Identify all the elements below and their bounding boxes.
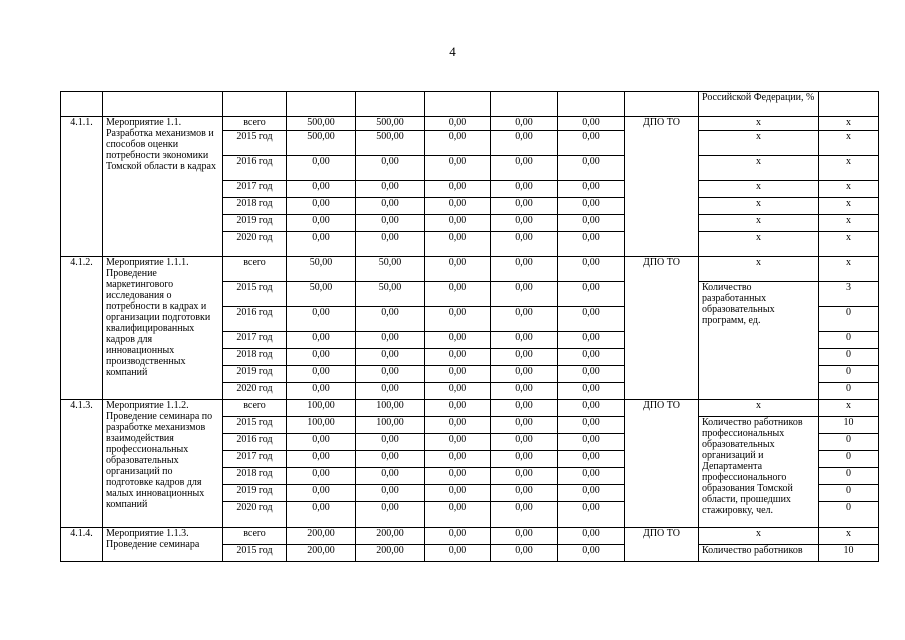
amount-total: 200,00: [287, 545, 356, 562]
amount-total: 0,00: [287, 502, 356, 528]
amount-local: 0,00: [491, 131, 558, 156]
amount-regional: 0,00: [356, 349, 425, 366]
amount-federal: 0,00: [425, 332, 491, 349]
period-cell: 2018 год: [223, 468, 287, 485]
indicator-value: 0: [819, 307, 879, 332]
amount-federal: 0,00: [425, 307, 491, 332]
amount-local: 0,00: [491, 307, 558, 332]
period-cell: всего: [223, 117, 287, 131]
amount-other: 0,00: [558, 131, 625, 156]
section-code: 4.1.4.: [61, 528, 103, 562]
amount-regional: 0,00: [356, 485, 425, 502]
amount-local: 0,00: [491, 215, 558, 232]
amount-other: 0,00: [558, 257, 625, 282]
period-cell: 2016 год: [223, 434, 287, 451]
amount-local: 0,00: [491, 502, 558, 528]
amount-total: 500,00: [287, 131, 356, 156]
amount-local: 0,00: [491, 528, 558, 545]
amount-total: 0,00: [287, 156, 356, 181]
period-cell: 2019 год: [223, 366, 287, 383]
amount-federal: 0,00: [425, 451, 491, 468]
executor-cell: ДПО ТО: [625, 257, 699, 400]
amount-total: 0,00: [287, 468, 356, 485]
amount-federal: 0,00: [425, 545, 491, 562]
amount-other: 0,00: [558, 468, 625, 485]
indicator-value: х: [819, 117, 879, 131]
indicator-value: х: [819, 400, 879, 417]
period-cell: 2016 год: [223, 156, 287, 181]
period-cell: 2015 год: [223, 417, 287, 434]
amount-local: 0,00: [491, 232, 558, 257]
amount-total: 0,00: [287, 383, 356, 400]
amount-federal: 0,00: [425, 257, 491, 282]
amount-federal: 0,00: [425, 485, 491, 502]
amount-other: 0,00: [558, 451, 625, 468]
period-cell: 2019 год: [223, 485, 287, 502]
amount-other: 0,00: [558, 417, 625, 434]
amount-total: 100,00: [287, 417, 356, 434]
amount-regional: 500,00: [356, 117, 425, 131]
header-row: [61, 92, 879, 117]
indicator-value: 0: [819, 434, 879, 451]
amount-total: 200,00: [287, 528, 356, 545]
amount-other: 0,00: [558, 502, 625, 528]
section-code: 4.1.2.: [61, 257, 103, 400]
amount-other: 0,00: [558, 485, 625, 502]
amount-federal: 0,00: [425, 468, 491, 485]
executor-cell: ДПО ТО: [625, 400, 699, 528]
amount-total: 0,00: [287, 485, 356, 502]
section-code: 4.1.3.: [61, 400, 103, 528]
period-cell: 2017 год: [223, 332, 287, 349]
amount-total: 50,00: [287, 257, 356, 282]
indicator-cell: х: [699, 131, 819, 156]
amount-regional: 50,00: [356, 282, 425, 307]
executor-cell: ДПО ТО: [625, 117, 699, 257]
amount-total: 50,00: [287, 282, 356, 307]
amount-regional: 0,00: [356, 181, 425, 198]
amount-federal: 0,00: [425, 117, 491, 131]
period-cell: 2015 год: [223, 545, 287, 562]
amount-federal: 0,00: [425, 282, 491, 307]
amount-local: 0,00: [491, 117, 558, 131]
amount-federal: 0,00: [425, 198, 491, 215]
amount-federal: 0,00: [425, 528, 491, 545]
amount-regional: 0,00: [356, 156, 425, 181]
indicator-value: 0: [819, 502, 879, 528]
indicator-cell: х: [699, 198, 819, 215]
amount-other: 0,00: [558, 528, 625, 545]
amount-regional: 0,00: [356, 307, 425, 332]
amount-other: 0,00: [558, 545, 625, 562]
section-name: Мероприятие 1.1. Разработка механизмов и способов оценки потребности экономики Томской области в кадрах: [103, 117, 223, 257]
indicator-cell: Количество работников: [699, 545, 819, 562]
indicator-cell: Количество разработанных образовательных программ, ед.: [699, 282, 819, 400]
amount-federal: 0,00: [425, 383, 491, 400]
indicator-value: х: [819, 215, 879, 232]
table-row: [61, 528, 879, 545]
amount-regional: 200,00: [356, 545, 425, 562]
section-code: 4.1.1.: [61, 117, 103, 257]
amount-regional: 0,00: [356, 332, 425, 349]
indicator-value: 0: [819, 349, 879, 366]
amount-total: 100,00: [287, 400, 356, 417]
amount-federal: 0,00: [425, 215, 491, 232]
period-cell: всего: [223, 257, 287, 282]
amount-other: 0,00: [558, 156, 625, 181]
indicator-value: х: [819, 257, 879, 282]
amount-other: 0,00: [558, 434, 625, 451]
period-cell: 2017 год: [223, 181, 287, 198]
indicator-value: х: [819, 156, 879, 181]
amount-regional: 0,00: [356, 502, 425, 528]
amount-regional: 500,00: [356, 131, 425, 156]
indicator-value: 0: [819, 485, 879, 502]
amount-regional: 0,00: [356, 434, 425, 451]
page-number: 4: [449, 44, 456, 59]
indicator-cell: х: [699, 232, 819, 257]
amount-local: 0,00: [491, 468, 558, 485]
period-cell: 2015 год: [223, 131, 287, 156]
amount-other: 0,00: [558, 181, 625, 198]
period-cell: 2020 год: [223, 383, 287, 400]
program-table: [60, 91, 879, 562]
amount-total: 0,00: [287, 198, 356, 215]
amount-federal: 0,00: [425, 156, 491, 181]
amount-local: 0,00: [491, 257, 558, 282]
table-row: [61, 117, 879, 131]
amount-other: 0,00: [558, 400, 625, 417]
indicator-value: 0: [819, 332, 879, 349]
amount-total: 0,00: [287, 451, 356, 468]
period-cell: всего: [223, 528, 287, 545]
period-cell: 2016 год: [223, 307, 287, 332]
amount-regional: 0,00: [356, 232, 425, 257]
amount-federal: 0,00: [425, 181, 491, 198]
amount-other: 0,00: [558, 307, 625, 332]
amount-other: 0,00: [558, 366, 625, 383]
indicator-value: 10: [819, 417, 879, 434]
amount-other: 0,00: [558, 232, 625, 257]
indicator-cell: х: [699, 181, 819, 198]
amount-total: 0,00: [287, 332, 356, 349]
section-name: Мероприятие 1.1.1. Проведение маркетингового исследования о потребности в кадрах и организации подготовки квалифицированных кадров для инновационных производственных компаний: [103, 257, 223, 400]
amount-local: 0,00: [491, 181, 558, 198]
amount-local: 0,00: [491, 282, 558, 307]
indicator-value: 3: [819, 282, 879, 307]
amount-other: 0,00: [558, 349, 625, 366]
amount-local: 0,00: [491, 434, 558, 451]
indicator-value: х: [819, 181, 879, 198]
indicator-value: 0: [819, 366, 879, 383]
indicator-value: 0: [819, 383, 879, 400]
amount-local: 0,00: [491, 545, 558, 562]
amount-federal: 0,00: [425, 502, 491, 528]
header-indicator: Российской Федерации, %: [699, 92, 819, 117]
amount-federal: 0,00: [425, 400, 491, 417]
amount-regional: 0,00: [356, 451, 425, 468]
executor-cell: ДПО ТО: [625, 528, 699, 562]
amount-total: 0,00: [287, 349, 356, 366]
indicator-value: 0: [819, 468, 879, 485]
period-cell: 2018 год: [223, 198, 287, 215]
indicator-cell: х: [699, 117, 819, 131]
amount-local: 0,00: [491, 383, 558, 400]
amount-other: 0,00: [558, 117, 625, 131]
period-cell: 2019 год: [223, 215, 287, 232]
amount-local: 0,00: [491, 400, 558, 417]
section-name: Мероприятие 1.1.2. Проведение семинара по разработке механизмов взаимодействия профессиональных образовательных организаций по подготовке кадров для малых инновационных компаний: [103, 400, 223, 528]
amount-regional: 50,00: [356, 257, 425, 282]
amount-other: 0,00: [558, 282, 625, 307]
amount-local: 0,00: [491, 156, 558, 181]
amount-federal: 0,00: [425, 366, 491, 383]
amount-local: 0,00: [491, 417, 558, 434]
amount-total: 0,00: [287, 307, 356, 332]
amount-regional: 0,00: [356, 215, 425, 232]
amount-local: 0,00: [491, 332, 558, 349]
amount-other: 0,00: [558, 215, 625, 232]
amount-regional: 100,00: [356, 417, 425, 434]
amount-local: 0,00: [491, 349, 558, 366]
indicator-cell: х: [699, 400, 819, 417]
amount-local: 0,00: [491, 451, 558, 468]
amount-total: 500,00: [287, 117, 356, 131]
indicator-value: х: [819, 232, 879, 257]
amount-federal: 0,00: [425, 417, 491, 434]
amount-regional: 0,00: [356, 366, 425, 383]
amount-total: 0,00: [287, 215, 356, 232]
period-cell: всего: [223, 400, 287, 417]
indicator-value: 0: [819, 451, 879, 468]
amount-regional: 0,00: [356, 468, 425, 485]
indicator-cell: Количество работников профессиональных образовательных организаций и Департамента профессионального образования Томской области, прошедших стажировку, чел.: [699, 417, 819, 528]
amount-other: 0,00: [558, 198, 625, 215]
period-cell: 2018 год: [223, 349, 287, 366]
indicator-value: х: [819, 528, 879, 545]
amount-regional: 200,00: [356, 528, 425, 545]
amount-regional: 100,00: [356, 400, 425, 417]
amount-other: 0,00: [558, 332, 625, 349]
amount-regional: 0,00: [356, 198, 425, 215]
amount-local: 0,00: [491, 366, 558, 383]
table-row: [61, 257, 879, 282]
indicator-value: 10: [819, 545, 879, 562]
indicator-cell: х: [699, 528, 819, 545]
amount-total: 0,00: [287, 181, 356, 198]
amount-other: 0,00: [558, 383, 625, 400]
amount-federal: 0,00: [425, 131, 491, 156]
period-cell: 2020 год: [223, 502, 287, 528]
amount-local: 0,00: [491, 485, 558, 502]
amount-total: 0,00: [287, 434, 356, 451]
amount-total: 0,00: [287, 366, 356, 383]
amount-federal: 0,00: [425, 434, 491, 451]
period-cell: 2017 год: [223, 451, 287, 468]
amount-local: 0,00: [491, 198, 558, 215]
table-body: [61, 92, 879, 562]
indicator-value: х: [819, 198, 879, 215]
section-name: Мероприятие 1.1.3. Проведение семинара: [103, 528, 223, 562]
amount-total: 0,00: [287, 232, 356, 257]
amount-federal: 0,00: [425, 232, 491, 257]
period-cell: 2015 год: [223, 282, 287, 307]
table-row: [61, 400, 879, 417]
indicator-cell: х: [699, 215, 819, 232]
period-cell: 2020 год: [223, 232, 287, 257]
indicator-value: х: [819, 131, 879, 156]
indicator-cell: х: [699, 156, 819, 181]
amount-regional: 0,00: [356, 383, 425, 400]
indicator-cell: х: [699, 257, 819, 282]
amount-federal: 0,00: [425, 349, 491, 366]
